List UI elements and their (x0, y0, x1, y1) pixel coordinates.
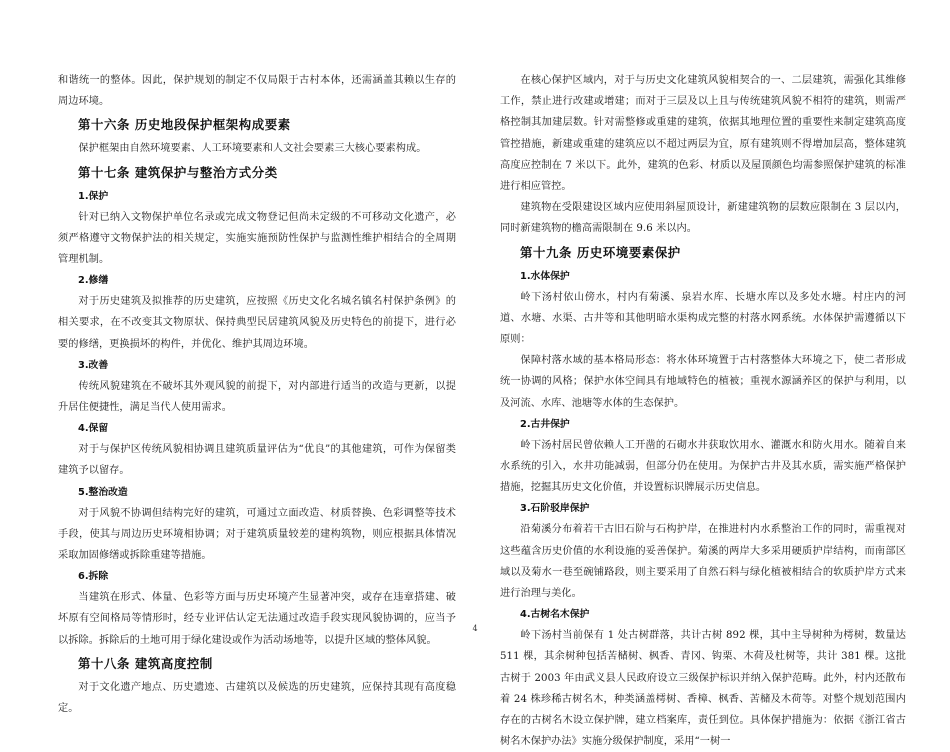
item-repair-label: 2.修缮 (78, 275, 109, 287)
page-number: 4 (472, 624, 478, 633)
article-16-heading: 第十六条 历史地段保护框架构成要素 (78, 117, 291, 133)
item-well-label: 2.古井保护 (520, 418, 570, 430)
item-steps-label: 3.石阶驳岸保护 (520, 503, 590, 515)
item-water-label: 1.水体保护 (520, 270, 570, 282)
article-18-text: 对于文化遗产地点、历史遗迹、古建筑以及候选的历史建筑，应保持其现有高度稳定。 (58, 681, 456, 715)
item-improve-text: 传统风貌建筑在不破坏其外观风貌的前提下，对内部进行适当的改造与更新，以提升居住便捷性，满足当代人使用需求。 (58, 380, 456, 414)
item-renovate-text: 对于风貌不协调但结构完好的建筑，可通过立面改造、材质替换、色彩调整等技术手段，使其与周边历史环境相协调；对于建筑质量较差的建构筑物，则应根据具体情况采取加固修缮或拆除重建等措施。 (58, 507, 456, 562)
article-19-heading: 第十九条 历史环境要素保护 (520, 244, 681, 260)
article-17-heading: 第十七条 建筑保护与整治方式分类 (78, 164, 278, 180)
item-water-text: 岭下汤村依山傍水，村内有菊溪、泉岩水库、长塘水库以及多处水塘。村庄内的河道、水塘、水渠、古井等和其他明暗水渠构成完整的村落水网系统。水体保护需遵循以下原则： (500, 291, 906, 346)
article-18-heading: 第十八条 建筑高度控制 (78, 655, 213, 671)
item-renovate-label: 5.整治改造 (78, 486, 128, 498)
item-trees-text: 岭下汤村当前保有 1 处古树群落，共计古树 892 棵，其中主导树种为樗树，数量达 511 棵，其余树种包括苦槠树、枫香、青冈、钩栗、木荷及杜树等，共计 381 棵。这批古树于 2003 年由武义县人民政府设立三级保护标识并纳入保护范畴。此外，村内还散布着 24 株珍稀古树名木，种类涵盖樗树、香樟、枫香、苦槠及木荷等。对整个规划范围内存在的古树名木设立保护牌，建立档案库，责任到位。具体保护措施为：依据《浙江省古树名木保护办法》实施分级保护制度，采用“一树一 (500, 630, 906, 748)
article-18-core-zone-text: 在核心保护区域内，对于与历史文化建筑风貌相契合的一、二层建筑，需强化其维修工作，禁止进行改建或增建；而对于三层及以上且与传统建筑风貌不相符的建筑，则需严格控制其加建层数。针对需整修或重建的建筑，依据其地理位置的重要性来制定建筑高度管控措施，新建或重建的建筑应以不超过两层为宜，原有建筑则不得增加层高，整体建筑高度应控制在 7 米以下。此外，建筑的色彩、材质以及屋顶颜色均需参照保护建筑的标准进行相应管控。 (500, 75, 906, 193)
item-steps-text: 沿菊溪分布着若干古旧石阶与石构护岸，在推进村内水系整治工作的同时，需重视对这些蕴含历史价值的水利设施的妥善保护。菊溪的两岸大多采用硬质护岸结构，而南部区域以及菊水一巷至碗铺路段，则主要采用了自然石料与绿化植被相结合的软质护岸方式来进行治理与美化。 (500, 524, 906, 600)
item-demolish-label: 6.拆除 (78, 571, 109, 583)
item-retain-text: 对于与保护区传统风貌相协调且建筑质量评估为“优良”的其他建筑，可作为保留类建筑予以留存。 (58, 444, 456, 477)
item-well-text: 岭下汤村居民曾依赖人工开凿的石砌水井获取饮用水、灌溉水和防火用水。随着自来水系统的引入，水井功能减弱，但部分仍在使用。为保护古井及其水质，需实施严格保护措施，挖掘其历史文化价值，并设置标识牌展示历史信息。 (500, 439, 906, 494)
intro-continuation: 和谐统一的整体。因此，保护规划的制定不仅局限于古村本体，还需涵盖其赖以生存的周边环境。 (58, 75, 456, 108)
item-water-principles: 保障村落水域的基本格局形态：将水体环境置于古村落整体大环境之下，使二者形成统一协调的风格；保护水体空间具有地域特色的植被；重视水源涵养区的保护与利用，以及河流、水库、池塘等水体的生态保护。 (500, 355, 906, 409)
article-18-restricted-zone-text: 建筑物在受限建设区域内应使用斜屋顶设计，新建建筑物的层数应限制在 3 层以内，同时新建筑物的檐高需限制在 9.6 米以内。 (500, 202, 906, 235)
item-protection-text: 针对已纳入文物保护单位名录或完成文物登记但尚未定级的不可移动文化遗产，必须严格遵守文物保护法的相关规定，实施实施预防性保护与监测性维护相结合的全周期管理机制。 (58, 211, 456, 266)
item-repair-text: 对于历史建筑及拟推荐的历史建筑，应按照《历史文化名城名镇名村保护条例》的相关要求，在不改变其文物原状、保持典型民居建筑风貌及历史特色的前提下，进行必要的修缮，更换损坏的构件，并优化、维护其周边环境。 (58, 296, 456, 350)
item-demolish-text: 当建筑在形式、体量、色彩等方面与历史环境产生显著冲突，或存在违章搭建、破坏原有空间格局等情形时，经专业评估认定无法通过改造手段实现风貌协调的，应当予以拆除。拆除后的土地可用于绿化建设或作为活动场地等，以提升区域的整体风貌。 (58, 592, 456, 646)
item-retain-label: 4.保留 (78, 423, 109, 435)
left-column (58, 70, 456, 719)
right-column (500, 70, 906, 752)
article-16-text: 保护框架由自然环境要素、人工环境要素和人文社会要素三大核心要素构成。 (78, 143, 427, 155)
item-improve-label: 3.改善 (78, 359, 109, 371)
item-protection-label: 1.保护 (78, 190, 109, 202)
item-trees-label: 4.古树名木保护 (520, 609, 590, 621)
